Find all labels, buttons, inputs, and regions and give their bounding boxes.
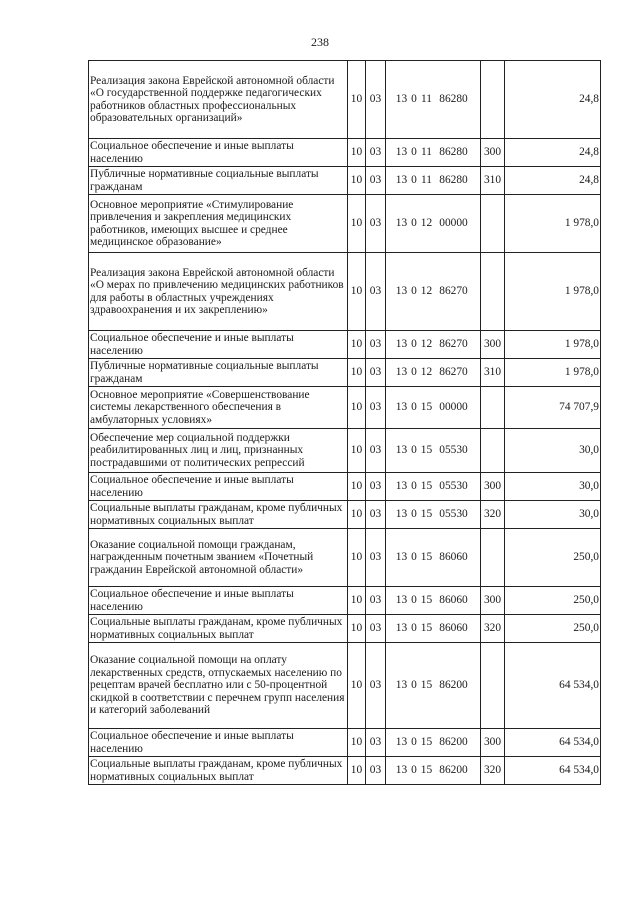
expense-type-code: 320: [481, 757, 505, 785]
target-article-part: 13: [395, 338, 408, 351]
expense-type-code: 300: [481, 729, 505, 757]
target-article-part: 13: [395, 93, 408, 106]
row-name: Обеспечение мер социальной поддержки реабилитированных лиц и лиц, признанных пострадавшими от политических репрессий: [89, 429, 348, 473]
target-article-part: 13: [395, 508, 408, 521]
subsection-code: 03: [366, 615, 386, 643]
budget-table: [88, 60, 601, 785]
section-code: 10: [348, 643, 366, 729]
expense-type-code: 300: [481, 331, 505, 359]
table-row: [89, 139, 601, 167]
target-article-cell: [386, 61, 481, 139]
row-name: Социальные выплаты гражданам, кроме публичных нормативных социальных выплат: [89, 757, 348, 785]
section-code: 10: [348, 473, 366, 501]
expense-type-code: [481, 61, 505, 139]
row-name: Основное мероприятие «Совершенствование системы лекарственного обеспечения в амбулаторных условиях»: [89, 387, 348, 429]
subsection-code: 03: [366, 757, 386, 785]
target-article-part: 0: [411, 338, 417, 351]
table-row: [89, 331, 601, 359]
amount-value: 1 978,0: [505, 359, 601, 387]
section-code: 10: [348, 429, 366, 473]
target-article-cell: [386, 167, 481, 195]
table-row: [89, 729, 601, 757]
amount-value: 250,0: [505, 615, 601, 643]
target-article-cell: [386, 473, 481, 501]
target-article-cell: [386, 587, 481, 615]
target-article-part: 00000: [439, 217, 468, 230]
expense-type-code: [481, 643, 505, 729]
table-row: [89, 429, 601, 473]
amount-value: 30,0: [505, 429, 601, 473]
target-article-part: 0: [411, 594, 417, 607]
section-code: 10: [348, 757, 366, 785]
section-code: 10: [348, 587, 366, 615]
expense-type-code: 320: [481, 615, 505, 643]
target-article-part: 86060: [439, 622, 468, 635]
subsection-code: 03: [366, 387, 386, 429]
section-code: 10: [348, 167, 366, 195]
target-article-part: 13: [395, 594, 408, 607]
amount-value: 30,0: [505, 473, 601, 501]
target-article-part: 15: [420, 444, 433, 457]
target-article-part: 0: [411, 174, 417, 187]
table-row: [89, 615, 601, 643]
target-article-part: 15: [420, 480, 433, 493]
table-row: [89, 757, 601, 785]
target-article-part: 13: [395, 217, 408, 230]
amount-value: 64 534,0: [505, 729, 601, 757]
target-article-part: 13: [395, 146, 408, 159]
row-name: Реализация закона Еврейской автономной области «О мерах по привлечению медицинских работников для работы в областных учреждениях здравоохранения и их закреплению»: [89, 253, 348, 331]
subsection-code: 03: [366, 587, 386, 615]
target-article-part: 13: [395, 736, 408, 749]
target-article-part: 13: [395, 622, 408, 635]
section-code: 10: [348, 331, 366, 359]
target-article-part: 13: [395, 679, 408, 692]
target-article-part: 11: [421, 146, 432, 159]
table-row: [89, 253, 601, 331]
target-article-part: 12: [420, 366, 433, 379]
target-article-cell: [386, 195, 481, 253]
target-article-part: 86280: [439, 93, 468, 106]
row-name: Оказание социальной помощи на оплату лекарственных средств, отпускаемых населению по рецептам врачей бесплатно или с 50-процентной скидкой в соответствии с перечнем групп населения и категорий заболеваний: [89, 643, 348, 729]
target-article-cell: [386, 429, 481, 473]
target-article-cell: [386, 331, 481, 359]
amount-value: 30,0: [505, 501, 601, 529]
subsection-code: 03: [366, 429, 386, 473]
target-article-part: 13: [395, 444, 408, 457]
target-article-cell: [386, 253, 481, 331]
expense-type-code: 310: [481, 167, 505, 195]
expense-type-code: [481, 429, 505, 473]
budget-table-body: [89, 61, 601, 785]
section-code: 10: [348, 501, 366, 529]
amount-value: 64 534,0: [505, 757, 601, 785]
expense-type-code: [481, 195, 505, 253]
amount-value: 1 978,0: [505, 331, 601, 359]
expense-type-code: 300: [481, 473, 505, 501]
table-row: [89, 643, 601, 729]
target-article-part: 0: [411, 622, 417, 635]
subsection-code: 03: [366, 139, 386, 167]
row-name: Социальные выплаты гражданам, кроме публичных нормативных социальных выплат: [89, 615, 348, 643]
target-article-part: 15: [420, 401, 433, 414]
amount-value: 1 978,0: [505, 253, 601, 331]
section-code: 10: [348, 61, 366, 139]
target-article-cell: [386, 387, 481, 429]
expense-type-code: 300: [481, 139, 505, 167]
target-article-part: 86200: [439, 736, 468, 749]
target-article-part: 86200: [439, 764, 468, 777]
target-article-part: 86270: [439, 366, 468, 379]
row-name: Реализация закона Еврейской автономной области «О государственной поддержке педагогических работников областных профессиональных образовательных организаций»: [89, 61, 348, 139]
target-article-part: 13: [395, 480, 408, 493]
target-article-part: 0: [411, 401, 417, 414]
target-article-part: 15: [420, 764, 433, 777]
amount-value: 24,8: [505, 167, 601, 195]
target-article-part: 15: [420, 679, 433, 692]
table-row: [89, 587, 601, 615]
subsection-code: 03: [366, 253, 386, 331]
expense-type-code: 310: [481, 359, 505, 387]
row-name: Социальные выплаты гражданам, кроме публичных нормативных социальных выплат: [89, 501, 348, 529]
target-article-part: 86060: [439, 594, 468, 607]
target-article-part: 12: [420, 285, 433, 298]
row-name: Социальное обеспечение и иные выплаты населению: [89, 331, 348, 359]
amount-value: 74 707,9: [505, 387, 601, 429]
expense-type-code: [481, 387, 505, 429]
target-article-part: 86280: [439, 146, 468, 159]
target-article-part: 0: [411, 480, 417, 493]
target-article-part: 05530: [439, 444, 468, 457]
target-article-part: 0: [411, 285, 417, 298]
table-row: [89, 529, 601, 587]
target-article-part: 15: [420, 594, 433, 607]
target-article-part: 00000: [439, 401, 468, 414]
table-row: [89, 359, 601, 387]
target-article-part: 0: [411, 217, 417, 230]
target-article-part: 11: [421, 93, 432, 106]
subsection-code: 03: [366, 729, 386, 757]
target-article-cell: [386, 615, 481, 643]
target-article-part: 0: [411, 551, 417, 564]
section-code: 10: [348, 139, 366, 167]
target-article-part: 86200: [439, 679, 468, 692]
expense-type-code: [481, 529, 505, 587]
target-article-part: 13: [395, 174, 408, 187]
amount-value: 64 534,0: [505, 643, 601, 729]
row-name: Социальное обеспечение и иные выплаты населению: [89, 139, 348, 167]
target-article-part: 13: [395, 401, 408, 414]
target-article-part: 15: [420, 622, 433, 635]
row-name: Публичные нормативные социальные выплаты гражданам: [89, 167, 348, 195]
amount-value: 1 978,0: [505, 195, 601, 253]
target-article-part: 86060: [439, 551, 468, 564]
target-article-part: 0: [411, 146, 417, 159]
target-article-part: 05530: [439, 480, 468, 493]
target-article-part: 86280: [439, 174, 468, 187]
target-article-part: 13: [395, 764, 408, 777]
section-code: 10: [348, 359, 366, 387]
target-article-part: 12: [420, 217, 433, 230]
subsection-code: 03: [366, 473, 386, 501]
section-code: 10: [348, 729, 366, 757]
target-article-part: 13: [395, 551, 408, 564]
target-article-part: 05530: [439, 508, 468, 521]
row-name: Социальное обеспечение и иные выплаты населению: [89, 729, 348, 757]
target-article-cell: [386, 529, 481, 587]
amount-value: 250,0: [505, 587, 601, 615]
subsection-code: 03: [366, 331, 386, 359]
target-article-cell: [386, 501, 481, 529]
subsection-code: 03: [366, 61, 386, 139]
table-row: [89, 195, 601, 253]
target-article-part: 86270: [439, 285, 468, 298]
target-article-cell: [386, 729, 481, 757]
subsection-code: 03: [366, 359, 386, 387]
target-article-part: 0: [411, 679, 417, 692]
row-name: Социальное обеспечение и иные выплаты населению: [89, 473, 348, 501]
row-name: Публичные нормативные социальные выплаты гражданам: [89, 359, 348, 387]
section-code: 10: [348, 387, 366, 429]
target-article-cell: [386, 757, 481, 785]
target-article-cell: [386, 359, 481, 387]
target-article-cell: [386, 139, 481, 167]
section-code: 10: [348, 253, 366, 331]
target-article-part: 0: [411, 508, 417, 521]
subsection-code: 03: [366, 643, 386, 729]
target-article-part: 12: [420, 338, 433, 351]
row-name: Оказание социальной помощи гражданам, награжденным почетным званием «Почетный гражданин Еврейской автономной области»: [89, 529, 348, 587]
target-article-cell: [386, 643, 481, 729]
row-name: Основное мероприятие «Стимулирование привлечения и закрепления медицинских работников, имеющих высшее и среднее медицинское образование»: [89, 195, 348, 253]
section-code: 10: [348, 529, 366, 587]
subsection-code: 03: [366, 501, 386, 529]
table-row: [89, 167, 601, 195]
target-article-part: 13: [395, 285, 408, 298]
target-article-part: 86270: [439, 338, 468, 351]
target-article-part: 0: [411, 736, 417, 749]
target-article-part: 15: [420, 508, 433, 521]
expense-type-code: 300: [481, 587, 505, 615]
amount-value: 24,8: [505, 61, 601, 139]
row-name: Социальное обеспечение и иные выплаты населению: [89, 587, 348, 615]
subsection-code: 03: [366, 529, 386, 587]
table-row: [89, 501, 601, 529]
target-article-part: 15: [420, 551, 433, 564]
section-code: 10: [348, 195, 366, 253]
amount-value: 24,8: [505, 139, 601, 167]
target-article-part: 15: [420, 736, 433, 749]
target-article-part: 0: [411, 764, 417, 777]
target-article-part: 11: [421, 174, 432, 187]
table-row: [89, 387, 601, 429]
target-article-part: 0: [411, 93, 417, 106]
expense-type-code: 320: [481, 501, 505, 529]
table-row: [89, 473, 601, 501]
subsection-code: 03: [366, 167, 386, 195]
target-article-part: 0: [411, 444, 417, 457]
target-article-part: 13: [395, 366, 408, 379]
target-article-part: 0: [411, 366, 417, 379]
table-row: [89, 61, 601, 139]
expense-type-code: [481, 253, 505, 331]
amount-value: 250,0: [505, 529, 601, 587]
subsection-code: 03: [366, 195, 386, 253]
page-number: 238: [311, 35, 329, 49]
section-code: 10: [348, 615, 366, 643]
